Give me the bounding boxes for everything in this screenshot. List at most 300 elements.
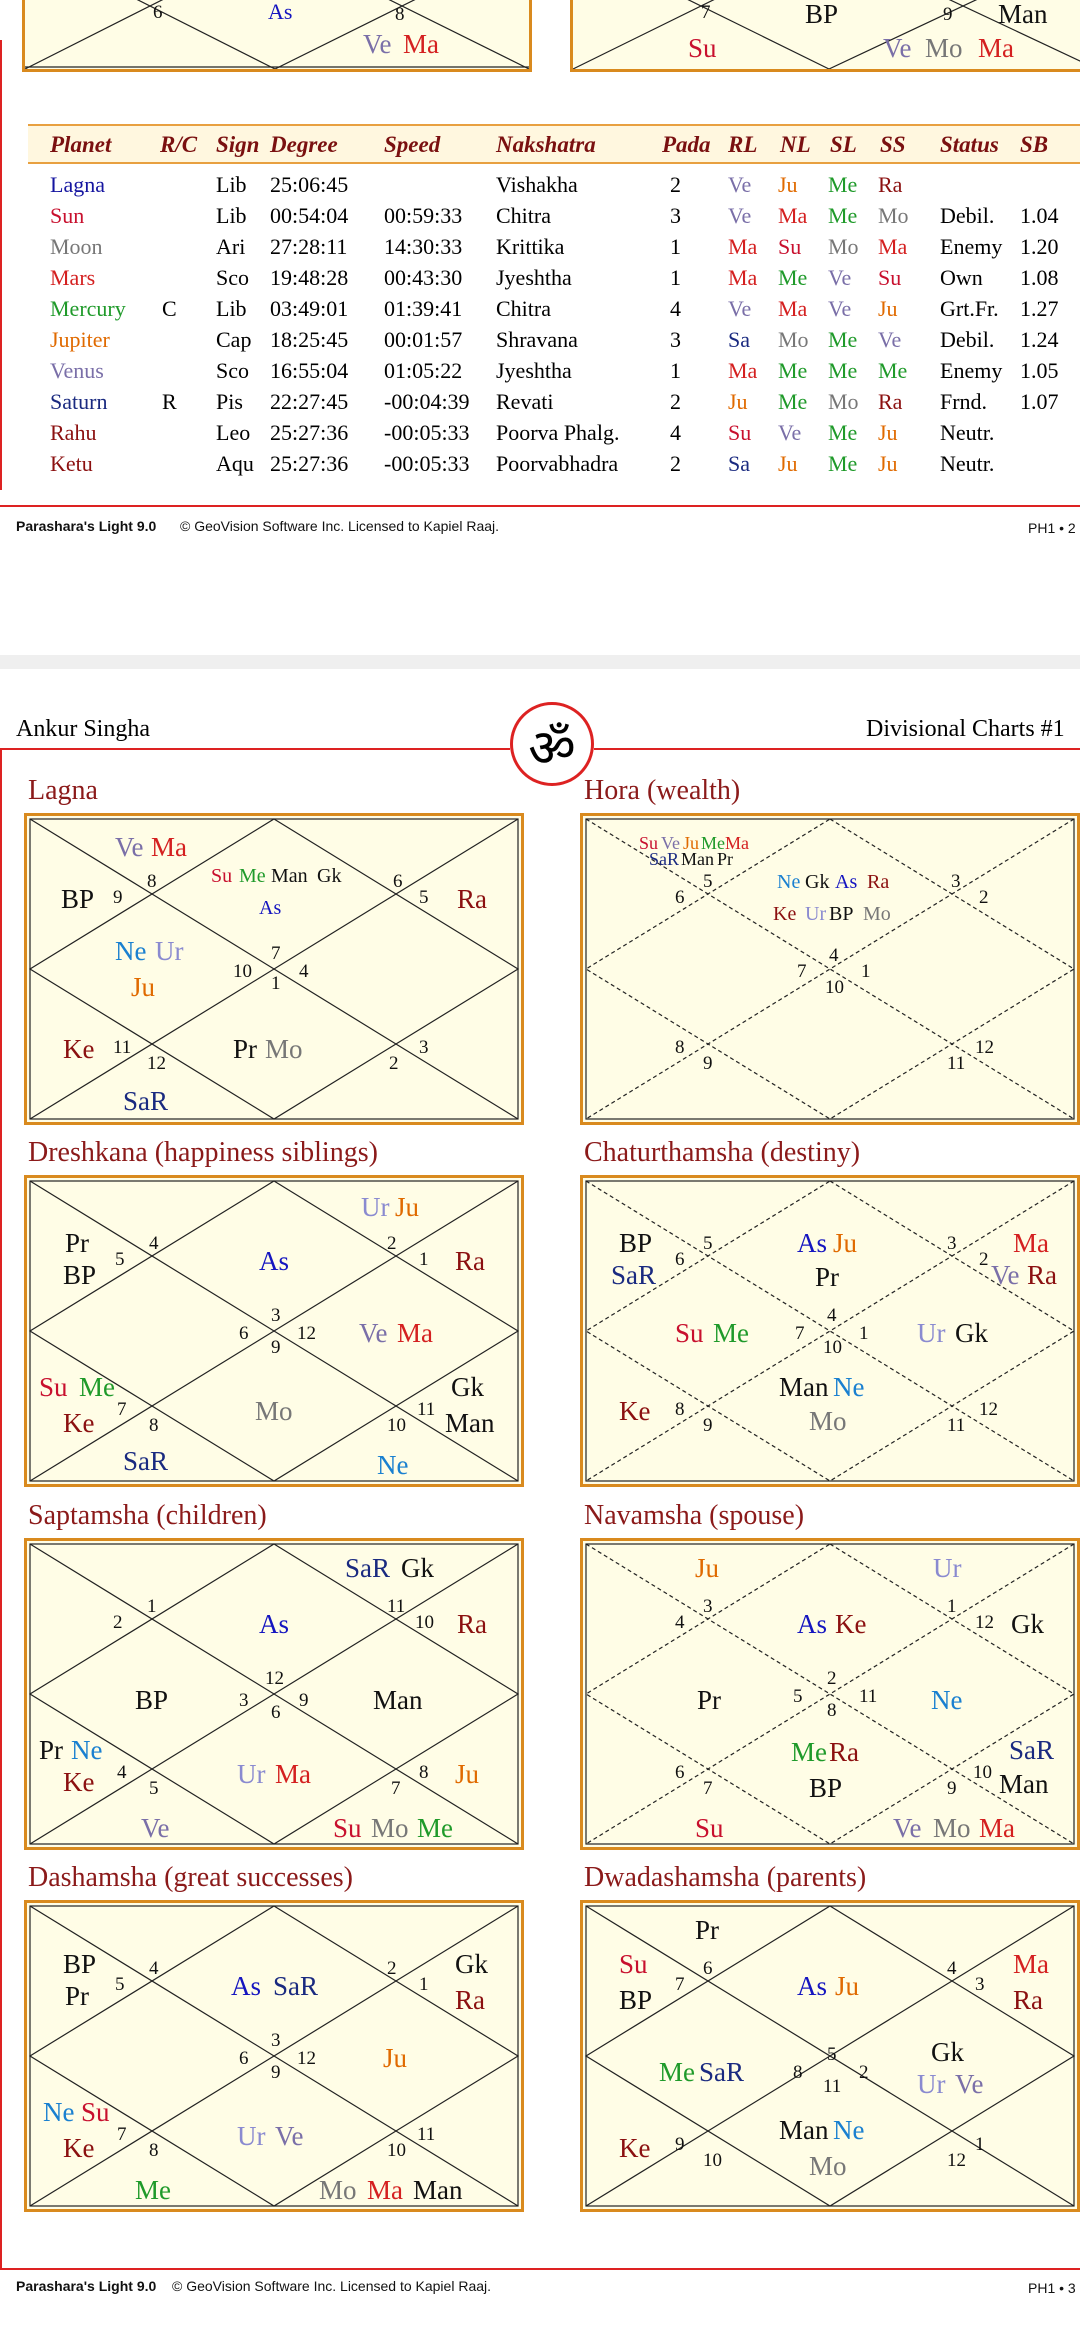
planet-as: As — [797, 1228, 828, 1258]
table-header — [28, 124, 1080, 164]
planet-ma: Ma — [725, 833, 749, 853]
planet-ve: Ve — [363, 29, 392, 59]
planet-man: Man — [445, 1408, 495, 1438]
cell-nl: Mo — [778, 327, 809, 352]
planet-gk: Gk — [401, 1553, 434, 1583]
cell-sb: 1.04 — [1020, 203, 1059, 228]
chart-lines — [27, 816, 521, 1122]
cell-planet: Moon — [50, 234, 103, 259]
footer-copyright: © GeoVision Software Inc. Licensed to Kapiel Raaj. — [172, 2278, 492, 2294]
house-number: 5 — [419, 887, 429, 908]
cell-ss: Ve — [878, 327, 902, 352]
planet-ma: Ma — [403, 29, 439, 59]
cell-pada: 2 — [670, 389, 681, 414]
planet-bp: BP — [619, 1228, 653, 1258]
page-rule — [0, 505, 1080, 507]
col-status: Status — [940, 132, 999, 157]
cell-speed: 01:39:41 — [384, 296, 463, 321]
house-number: 7 — [795, 1323, 805, 1344]
planet-as: As — [259, 897, 282, 919]
col-ss: SS — [880, 132, 906, 157]
house-number: 10 — [823, 1337, 842, 1358]
footer-page: PH1 • 3 — [1028, 2280, 1076, 2296]
planet-pr: Pr — [695, 1915, 720, 1945]
planet-me: Me — [79, 1372, 115, 1402]
planet-man: Man — [779, 2115, 829, 2145]
cell-pada: 1 — [670, 265, 681, 290]
cell-nak: Chitra — [496, 296, 551, 321]
house-number: 4 — [827, 1305, 837, 1326]
cell-sl: Me — [828, 451, 858, 476]
chart-title-chaturthamsha: Chaturthamsha (destiny) — [584, 1137, 861, 1168]
house-number: 9 — [271, 1337, 281, 1358]
planet-ra: Ra — [1013, 1985, 1043, 2015]
cell-speed: 01:05:22 — [384, 358, 463, 383]
cell-nl: Ma — [778, 203, 808, 228]
cell-sign: Cap — [216, 327, 252, 352]
col-speed: Speed — [384, 132, 441, 157]
cell-sign: Sco — [216, 265, 249, 290]
chart-title-navamsha: Navamsha (spouse) — [584, 1500, 805, 1531]
planet-ju: Ju — [835, 1971, 860, 2001]
planet-sar: SaR — [611, 1260, 657, 1290]
house-number: 2 — [387, 1233, 397, 1254]
house-number: 5 — [703, 871, 713, 892]
house-number: 9 — [675, 2134, 685, 2155]
cell-degree: 25:06:45 — [270, 172, 349, 197]
planet-man: Man — [271, 865, 308, 887]
house-number: 2 — [827, 1668, 837, 1689]
house-number: 3 — [271, 2030, 281, 2051]
cell-degree: 19:48:28 — [270, 265, 349, 290]
chart-dwadashamsha — [580, 1900, 1080, 2212]
planet-gk: Gk — [1011, 1609, 1044, 1639]
cell-nak: Jyeshtha — [496, 265, 572, 290]
house-number: 9 — [703, 1053, 713, 1074]
planet-as: As — [259, 1609, 290, 1639]
planet-mo: Mo — [371, 1813, 409, 1843]
planet-ne: Ne — [43, 2097, 75, 2127]
chart-navamsha — [580, 1538, 1080, 1850]
chart-title-dashamsha: Dashamsha (great successes) — [28, 1862, 353, 1893]
planet-sar: SaR — [699, 2057, 745, 2087]
table-row — [0, 203, 1080, 233]
cell-sb: 1.24 — [1020, 327, 1059, 352]
cell-ss: Ju — [878, 296, 898, 321]
house-number: 9 — [703, 1415, 713, 1436]
house-number: 5 — [793, 1686, 803, 1707]
planet-as: As — [797, 1609, 828, 1639]
house-number: 10 — [703, 2150, 722, 2171]
planet-ne: Ne — [777, 871, 801, 893]
om-icon: ॐ — [528, 719, 576, 779]
planet-ne: Ne — [71, 1735, 103, 1765]
cell-degree: 16:55:04 — [270, 358, 349, 383]
cell-ss: Ma — [878, 234, 908, 259]
house-number: 11 — [113, 1037, 132, 1058]
planet-ra: Ra — [457, 884, 487, 914]
cell-status: Debil. — [940, 203, 995, 228]
planet-ur: Ur — [933, 1553, 962, 1583]
planet-ma: Ma — [979, 1813, 1015, 1843]
house-number: 11 — [417, 2124, 436, 2145]
house-number: 10 — [415, 1612, 434, 1633]
cell-sign: Leo — [216, 420, 251, 445]
cell-degree: 18:25:45 — [270, 327, 349, 352]
cell-sign: Lib — [216, 203, 247, 228]
house-number: 6 — [153, 2, 163, 23]
planet-mo: Mo — [809, 2151, 847, 2181]
planet-ur: Ur — [917, 2069, 946, 2099]
house-number: 7 — [391, 1778, 401, 1799]
house-number: 4 — [149, 1958, 159, 1979]
header-rule-left — [0, 748, 510, 750]
page-frame-left — [0, 748, 2, 2268]
house-number: 3 — [419, 1037, 429, 1058]
planet-sar: SaR — [273, 1971, 319, 2001]
chart-lines — [27, 1541, 521, 1847]
cell-planet: Sun — [50, 203, 85, 228]
cell-pada: 4 — [670, 420, 681, 445]
house-number: 12 — [975, 1612, 994, 1633]
planet-ve: Ve — [883, 33, 912, 63]
cell-nak: Chitra — [496, 203, 551, 228]
house-number: 12 — [947, 2150, 966, 2171]
planet-ma: Ma — [397, 1318, 433, 1348]
cell-speed: -00:05:33 — [384, 420, 470, 445]
planet-ve: Ve — [275, 2121, 304, 2151]
house-number: 12 — [297, 1323, 316, 1344]
planet-sar: SaR — [345, 1553, 391, 1583]
planet-ur: Ur — [805, 903, 827, 925]
planet-man: Man — [779, 1372, 829, 1402]
house-number: 11 — [859, 1686, 878, 1707]
planet-mo: Mo — [255, 1396, 293, 1426]
planet-mo: Mo — [809, 1406, 847, 1436]
planet-ur: Ur — [237, 2121, 266, 2151]
planet-me: Me — [417, 1813, 453, 1843]
table-row — [0, 327, 1080, 357]
footer-app: Parashara's Light 9.0 — [16, 518, 157, 534]
col-sl: SL — [830, 132, 857, 157]
planet-bp: BP — [809, 1773, 843, 1803]
house-number: 1 — [975, 2134, 985, 2155]
planet-ne: Ne — [377, 1450, 409, 1480]
planet-man: Man — [681, 849, 714, 869]
planet-ju: Ju — [131, 972, 156, 1002]
cell-sl: Ve — [828, 296, 852, 321]
planet-ve: Ve — [893, 1813, 922, 1843]
cell-sl: Ve — [828, 265, 852, 290]
chart-title-dreshkana: Dreshkana (happiness siblings) — [28, 1137, 378, 1168]
planet-ra: Ra — [829, 1737, 859, 1767]
planet-ke: Ke — [63, 1767, 95, 1797]
chart-partial-right — [570, 0, 1080, 72]
planet-ne: Ne — [833, 1372, 865, 1402]
cell-rl: Ma — [728, 234, 758, 259]
planet-bp: BP — [829, 903, 854, 925]
house-number: 3 — [975, 1974, 985, 1995]
house-number: 6 — [675, 887, 685, 908]
planet-mo: Mo — [319, 2175, 357, 2205]
planet-ke: Ke — [773, 903, 797, 925]
page-separator — [0, 655, 1080, 669]
house-number: 12 — [265, 1668, 284, 1689]
table-row — [0, 451, 1080, 481]
house-number: 11 — [947, 1053, 966, 1074]
planet-su: Su — [688, 33, 717, 63]
planet-pr: Pr — [815, 1262, 840, 1292]
table-row — [0, 420, 1080, 450]
planet-ve: Ve — [359, 1318, 388, 1348]
house-number: 11 — [387, 1596, 406, 1617]
cell-sl: Me — [828, 358, 858, 383]
house-number: 5 — [149, 1778, 159, 1799]
cell-status: Frnd. — [940, 389, 988, 414]
cell-ss: Me — [878, 358, 908, 383]
planet-ne: Ne — [115, 936, 147, 966]
house-number: 9 — [943, 4, 953, 25]
planet-gk: Gk — [455, 1949, 488, 1979]
house-number: 8 — [793, 2062, 803, 2083]
planet-ma: Ma — [275, 1759, 311, 1789]
footer-page: PH1 • 2 — [1028, 520, 1076, 536]
cell-rl: Ju — [728, 389, 748, 414]
house-number: 9 — [271, 2062, 281, 2083]
cell-planet: Mercury — [50, 296, 126, 321]
house-number: 7 — [271, 943, 281, 964]
cell-pada: 2 — [670, 172, 681, 197]
planet-ra: Ra — [455, 1985, 485, 2015]
cell-sb: 1.05 — [1020, 358, 1059, 383]
planet-ve: Ve — [115, 832, 144, 862]
planet-ju: Ju — [683, 833, 700, 853]
planet-me: Me — [701, 833, 725, 853]
house-number: 2 — [113, 1612, 123, 1633]
planet-ra: Ra — [1027, 1260, 1057, 1290]
planet-pr: Pr — [65, 1981, 90, 2011]
col-sign: Sign — [216, 132, 260, 157]
house-number: 2 — [389, 1053, 399, 1074]
cell-planet: Ketu — [50, 451, 93, 476]
house-number: 7 — [675, 1974, 685, 1995]
planet-ke: Ke — [63, 2133, 95, 2163]
house-number: 1 — [419, 1249, 429, 1270]
cell-sb: 1.08 — [1020, 265, 1059, 290]
cell-sign: Aqu — [216, 451, 254, 476]
cell-sign: Ari — [216, 234, 246, 259]
house-number: 11 — [823, 2076, 842, 2097]
planet-gk: Gk — [805, 871, 830, 893]
chart-saptamsha — [24, 1538, 524, 1850]
cell-status: Enemy — [940, 234, 1003, 259]
planet-gk: Gk — [451, 1372, 484, 1402]
cell-degree: 00:54:04 — [270, 203, 349, 228]
house-number: 5 — [115, 1974, 125, 1995]
planet-ju: Ju — [833, 1228, 858, 1258]
house-number: 1 — [859, 1323, 869, 1344]
planet-su: Su — [39, 1372, 68, 1402]
col-nl: NL — [780, 132, 811, 157]
cell-pada: 3 — [670, 203, 681, 228]
cell-nl: Me — [778, 358, 808, 383]
house-number: 7 — [117, 2124, 127, 2145]
planet-as: As — [835, 871, 858, 893]
cell-pada: 1 — [670, 234, 681, 259]
cell-nl: Me — [778, 265, 808, 290]
house-number: 11 — [417, 1399, 436, 1420]
house-number: 3 — [947, 1233, 957, 1254]
cell-ss: Mo — [878, 203, 909, 228]
cell-degree: 25:27:36 — [270, 451, 349, 476]
cell-sl: Me — [828, 203, 858, 228]
page-title: Divisional Charts #1 — [866, 716, 1065, 742]
planet-man: Man — [373, 1685, 423, 1715]
planet-ne: Ne — [931, 1685, 963, 1715]
cell-degree: 27:28:11 — [270, 234, 348, 259]
planet-su: Su — [675, 1318, 704, 1348]
cell-sb: 1.07 — [1020, 389, 1059, 414]
planet-gk: Gk — [955, 1318, 988, 1348]
planet-ur: Ur — [917, 1318, 946, 1348]
planet-bp: BP — [805, 0, 839, 29]
cell-rc: R — [162, 389, 177, 414]
planet-sar: SaR — [123, 1086, 169, 1116]
cell-nak: Jyeshtha — [496, 358, 572, 383]
house-number: 5 — [703, 1233, 713, 1254]
cell-status: Neutr. — [940, 451, 995, 476]
cell-sb: 1.27 — [1020, 296, 1059, 321]
cell-status: Grt.Fr. — [940, 296, 999, 321]
chart-title-saptamsha: Saptamsha (children) — [28, 1500, 267, 1531]
cell-nl: Ju — [778, 451, 798, 476]
cell-rl: Sa — [728, 451, 750, 476]
house-number: 1 — [271, 973, 281, 994]
cell-ss: Ju — [878, 420, 898, 445]
house-number: 8 — [419, 1762, 429, 1783]
planet-su: Su — [619, 1949, 648, 1979]
house-number: 3 — [271, 1305, 281, 1326]
planet-man: Man — [413, 2175, 463, 2205]
house-number: 4 — [117, 1762, 127, 1783]
planet-bp: BP — [61, 884, 95, 914]
planet-su: Su — [695, 1813, 724, 1843]
table-row — [0, 265, 1080, 295]
planet-bp: BP — [135, 1685, 169, 1715]
house-number: 2 — [979, 1249, 989, 1270]
cell-rl: Su — [728, 420, 752, 445]
house-number: 9 — [299, 1690, 309, 1711]
cell-ss: Ra — [878, 172, 903, 197]
cell-ss: Ju — [878, 451, 898, 476]
col-nakshatra: Nakshatra — [496, 132, 596, 157]
house-number: 4 — [149, 1233, 159, 1254]
house-number: 1 — [861, 961, 871, 982]
cell-sb: 1.20 — [1020, 234, 1059, 259]
planet-ma: Ma — [1013, 1228, 1049, 1258]
cell-sl: Me — [828, 172, 858, 197]
planet-ke: Ke — [63, 1408, 95, 1438]
cell-planet: Venus — [50, 358, 104, 383]
om-emblem — [510, 702, 594, 786]
planet-ma: Ma — [151, 832, 187, 862]
col-pada: Pada — [662, 132, 711, 157]
house-number: 3 — [239, 1690, 249, 1711]
house-number: 2 — [387, 1958, 397, 1979]
house-number: 8 — [147, 871, 157, 892]
chart-lines — [583, 1178, 1077, 1484]
cell-rl: Ma — [728, 358, 758, 383]
cell-planet: Jupiter — [50, 327, 110, 352]
house-number: 10 — [387, 2140, 406, 2161]
house-number: 12 — [975, 1037, 994, 1058]
cell-nl: Ma — [778, 296, 808, 321]
house-number: 12 — [147, 1053, 166, 1074]
planet-as: As — [259, 1246, 290, 1276]
planet-su: Su — [333, 1813, 362, 1843]
planet-gk: Gk — [317, 865, 342, 887]
planet-pr: Pr — [65, 1228, 90, 1258]
cell-speed: -00:05:33 — [384, 451, 470, 476]
planet-me: Me — [239, 865, 266, 887]
cell-degree: 03:49:01 — [270, 296, 349, 321]
house-number: 8 — [827, 1700, 837, 1721]
house-number: 8 — [675, 1399, 685, 1420]
planet-bp: BP — [63, 1949, 97, 1979]
cell-rc: C — [162, 296, 177, 321]
cell-pada: 3 — [670, 327, 681, 352]
col-planet: Planet — [50, 132, 112, 157]
chart-title-hora: Hora (wealth) — [584, 775, 741, 806]
cell-speed: 00:43:30 — [384, 265, 463, 290]
house-number: 11 — [947, 1415, 966, 1436]
planet-man: Man — [999, 1769, 1049, 1799]
cell-rl: Ve — [728, 172, 752, 197]
planet-as: As — [231, 1971, 262, 2001]
col-rc: R/C — [160, 132, 198, 157]
cell-speed: 14:30:33 — [384, 234, 463, 259]
cell-nak: Poorva Phalg. — [496, 420, 620, 445]
planet-ju: Ju — [395, 1192, 420, 1222]
planet-man: Man — [998, 0, 1048, 29]
house-number: 9 — [113, 887, 123, 908]
table-row — [0, 296, 1080, 326]
planet-bp: BP — [619, 1985, 653, 2015]
planet-su: Su — [211, 865, 233, 887]
cell-sl: Mo — [828, 234, 859, 259]
house-number: 10 — [233, 961, 252, 982]
cell-sign: Lib — [216, 296, 247, 321]
planet-sar: SaR — [649, 849, 680, 869]
cell-nl: Ju — [778, 172, 798, 197]
planet-mo: Mo — [933, 1813, 971, 1843]
chart-dreshkana — [24, 1175, 524, 1487]
house-number: 7 — [701, 2, 711, 23]
planet-me: Me — [135, 2175, 171, 2205]
planet-ju: Ju — [455, 1759, 480, 1789]
planet-ra: Ra — [867, 871, 890, 893]
house-number: 6 — [703, 1958, 713, 1979]
cell-sl: Me — [828, 420, 858, 445]
footer-app: Parashara's Light 9.0 — [16, 2278, 157, 2294]
planet-me: Me — [713, 1318, 749, 1348]
planet-ju: Ju — [383, 2043, 408, 2073]
person-name: Ankur Singha — [16, 716, 150, 742]
footer-copyright: © GeoVision Software Inc. Licensed to Kapiel Raaj. — [180, 518, 500, 534]
cell-status: Own — [940, 265, 983, 290]
planet-ur: Ur — [237, 1759, 266, 1789]
house-number: 3 — [951, 871, 961, 892]
